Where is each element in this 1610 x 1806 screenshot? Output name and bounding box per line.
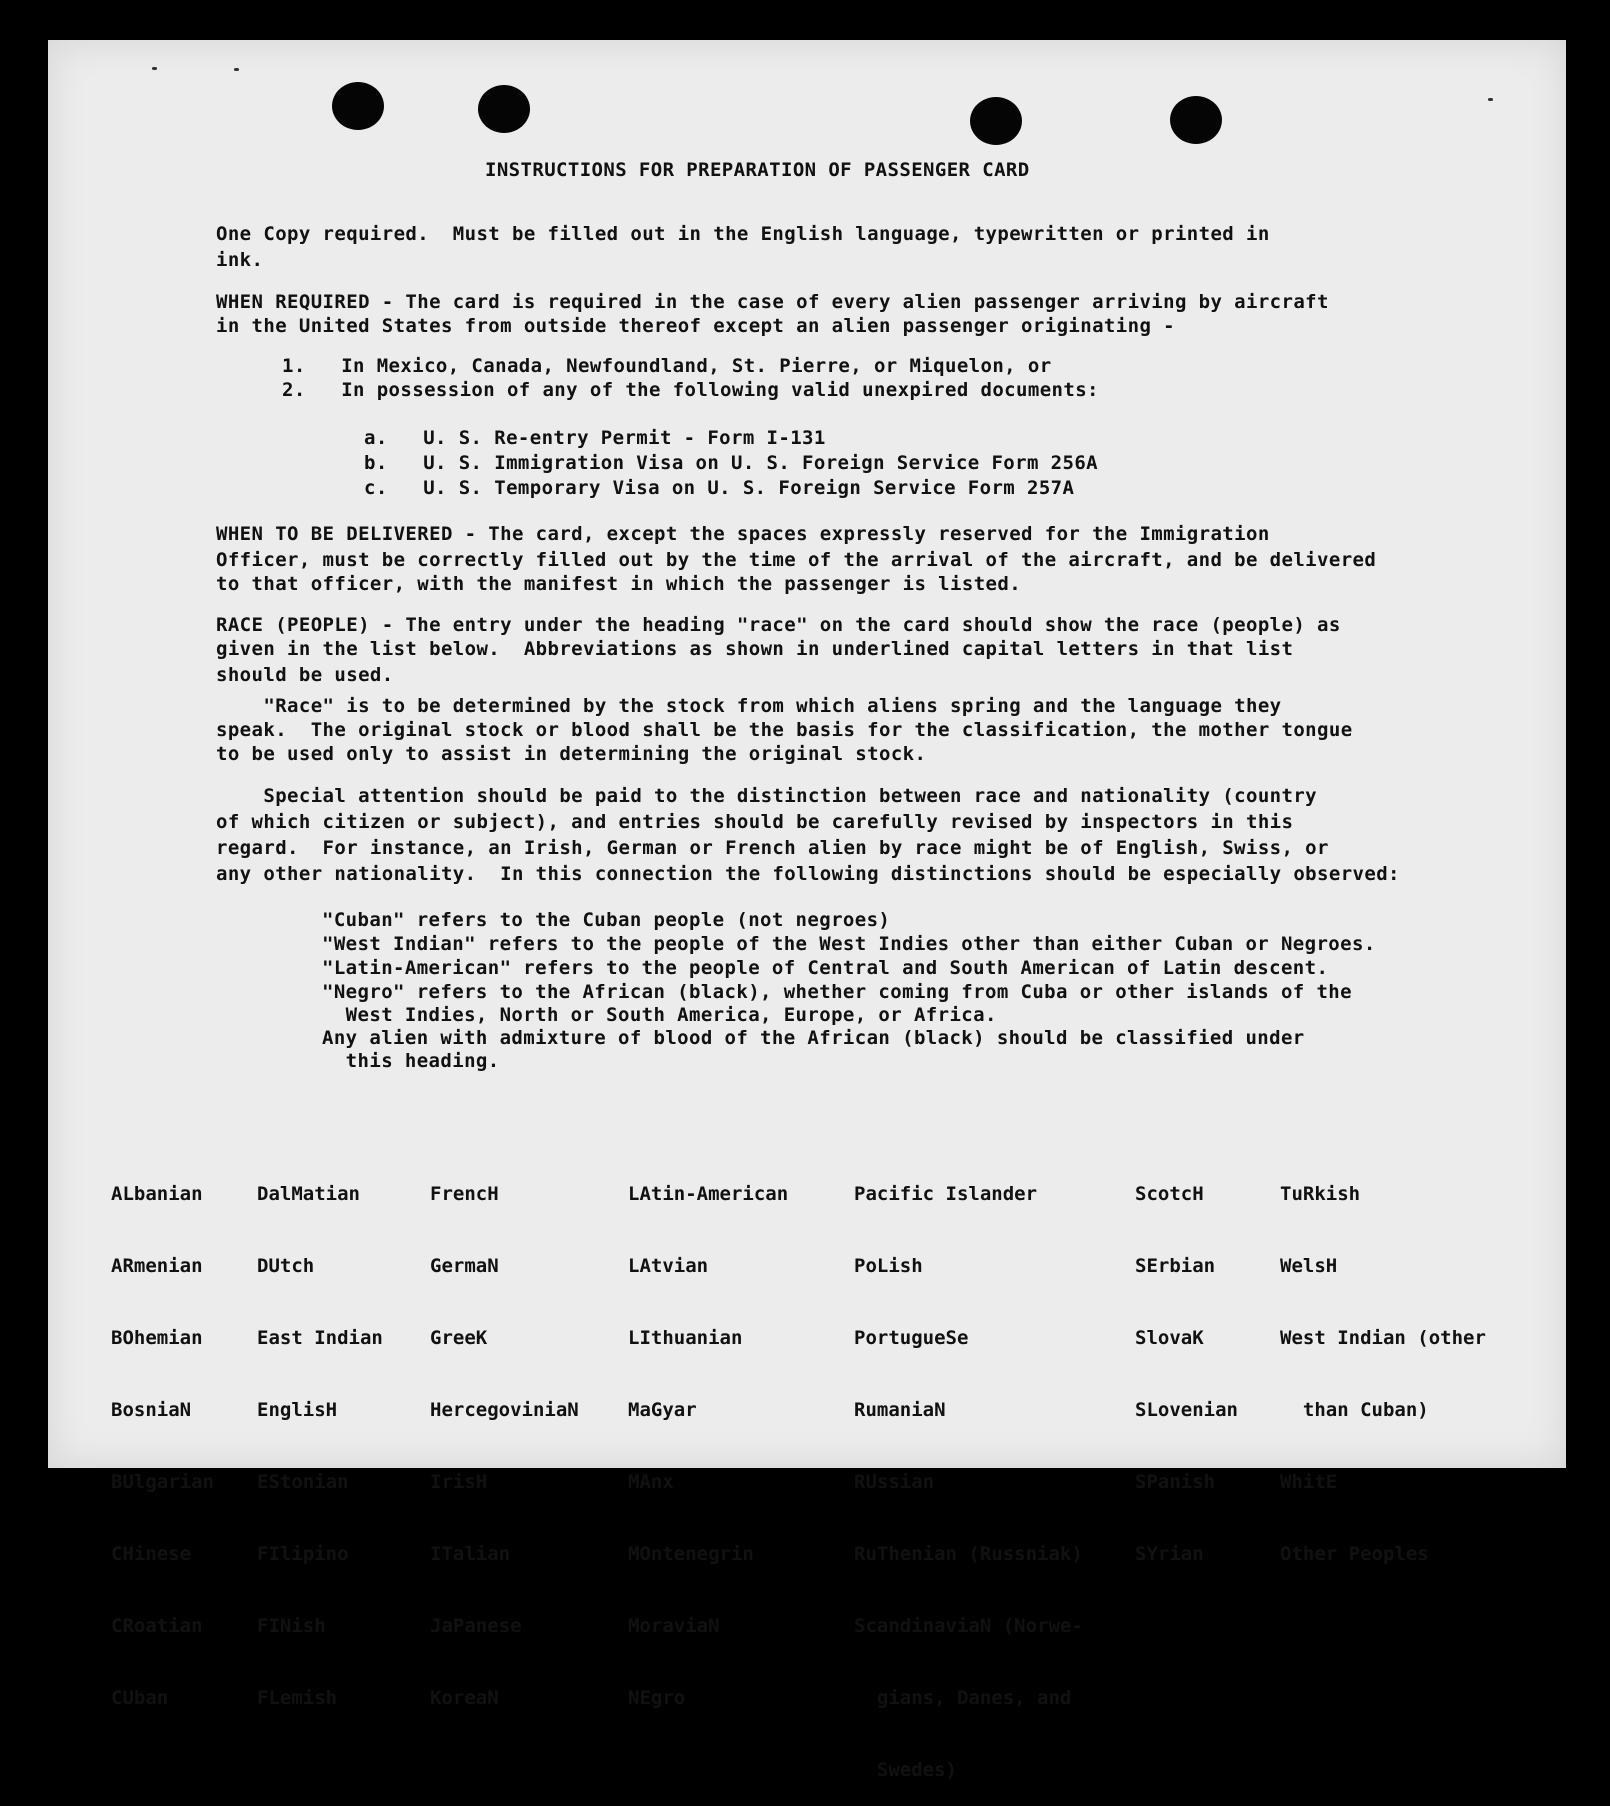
race-item: SLovenian xyxy=(1135,1399,1238,1421)
race-item: FrencH xyxy=(430,1183,499,1205)
race-item: GreeK xyxy=(430,1327,488,1349)
paragraph-line: WHEN REQUIRED - The card is required in the case of every alien passenger arriving by aircraft xyxy=(216,291,1329,313)
paragraph-line: WHEN TO BE DELIVERED - The card, except the spaces expressly reserved for the Immigration xyxy=(216,523,1270,545)
race-item: KoreaN xyxy=(430,1687,499,1709)
punch-hole xyxy=(970,97,1022,145)
race-item: CUban xyxy=(111,1687,169,1709)
distinction-line: "West Indian" refers to the people of the West Indies other than either Cuban or Negroes. xyxy=(322,933,1376,955)
race-list-column-3 xyxy=(430,1134,579,1734)
paragraph-line: speak. The original stock or blood shall be the basis for the classification, the mother tongue xyxy=(216,719,1353,741)
race-item: EnglisH xyxy=(257,1399,338,1421)
lettered-item: b. U. S. Immigration Visa on U. S. Foreign Service Form 256A xyxy=(364,452,1099,474)
paragraph-line: to be used only to assist in determining the original stock. xyxy=(216,743,927,765)
race-item: BosniaN xyxy=(111,1399,192,1421)
page-title: INSTRUCTIONS FOR PREPARATION OF PASSENGER CARD xyxy=(485,159,1030,181)
distinction-line: "Latin-American" refers to the people of Central and South American of Latin descent. xyxy=(322,957,1329,979)
race-item: Other Peoples xyxy=(1280,1543,1429,1565)
race-item: ALbanian xyxy=(111,1183,203,1205)
paragraph-line: Officer, must be correctly filled out by the time of the arrival of the aircraft, and be delivered xyxy=(216,549,1377,571)
race-item: ScandinaviaN (Norwe- xyxy=(854,1615,1083,1637)
race-item: West Indian (other xyxy=(1280,1327,1486,1349)
race-item: MOntenegrin xyxy=(628,1543,754,1565)
paragraph-line: to that officer, with the manifest in which the passenger is listed. xyxy=(216,573,1022,595)
race-item: LAtin-American xyxy=(628,1183,789,1205)
paragraph-line: of which citizen or subject), and entries should be carefully revised by inspectors in this xyxy=(216,811,1294,833)
race-item: JaPanese xyxy=(430,1615,522,1637)
paragraph-line: given in the list below. Abbreviations as shown in underlined capital letters in that list xyxy=(216,638,1294,660)
paragraph-line: "Race" is to be determined by the stock from which aliens spring and the language they xyxy=(216,695,1282,717)
race-list-column-4 xyxy=(628,1134,788,1734)
paragraph-line: RACE (PEOPLE) - The entry under the heading "race" on the card should show the race (people) as xyxy=(216,614,1341,636)
race-item: WelsH xyxy=(1280,1255,1338,1277)
numbered-item: 2. In possession of any of the following valid unexpired documents: xyxy=(282,379,1099,401)
race-item: SYrian xyxy=(1135,1543,1204,1565)
race-item: BOhemian xyxy=(111,1327,203,1349)
race-item: TuRkish xyxy=(1280,1183,1361,1205)
race-item: RumaniaN xyxy=(854,1399,946,1421)
race-item: BUlgarian xyxy=(111,1471,214,1493)
race-item: ITalian xyxy=(430,1543,511,1565)
race-item: FLemish xyxy=(257,1687,338,1709)
race-item: MoraviaN xyxy=(628,1615,720,1637)
race-item: CHinese xyxy=(111,1543,192,1565)
race-item: MaGyar xyxy=(628,1399,697,1421)
race-item: PoLish xyxy=(854,1255,923,1277)
race-list-column-2 xyxy=(257,1134,383,1734)
race-list-column-5 xyxy=(854,1134,1083,1806)
race-list-column-1 xyxy=(111,1134,214,1734)
speck xyxy=(152,67,157,70)
race-item: ScotcH xyxy=(1135,1183,1204,1205)
paragraph-line: any other nationality. In this connection the following distinctions should be especially observed: xyxy=(216,863,1400,885)
speck xyxy=(1488,98,1493,101)
lettered-item: c. U. S. Temporary Visa on U. S. Foreign Service Form 257A xyxy=(364,477,1075,499)
race-item: DUtch xyxy=(257,1255,315,1277)
race-item: ARmenian xyxy=(111,1255,203,1277)
punch-hole xyxy=(332,82,384,130)
numbered-item: 1. In Mexico, Canada, Newfoundland, St. Pierre, or Miquelon, or xyxy=(282,355,1052,377)
punch-hole xyxy=(478,85,530,133)
race-item: CRoatian xyxy=(111,1615,203,1637)
paragraph-line: should be used. xyxy=(216,664,394,686)
paragraph-line: Special attention should be paid to the distinction between race and nationality (country xyxy=(216,785,1318,807)
race-item: Swedes) xyxy=(854,1759,957,1781)
race-list-column-6 xyxy=(1135,1134,1238,1590)
race-item: MAnx xyxy=(628,1471,674,1493)
race-item: LIthuanian xyxy=(628,1327,743,1349)
paragraph-line: One Copy required. Must be filled out in the English language, typewritten or printed in xyxy=(216,223,1270,245)
race-item: NEgro xyxy=(628,1687,686,1709)
paragraph-line: ink. xyxy=(216,249,264,271)
paragraph-line: regard. For instance, an Irish, German or French alien by race might be of English, Swiss, or xyxy=(216,837,1329,859)
race-item: HercegoviniaN xyxy=(430,1399,579,1421)
paragraph-line: in the United States from outside thereof except an alien passenger originating - xyxy=(216,315,1175,337)
race-item: SErbian xyxy=(1135,1255,1216,1277)
distinction-line: "Cuban" refers to the Cuban people (not negroes) xyxy=(322,909,891,931)
race-item: FINish xyxy=(257,1615,326,1637)
race-item: EStonian xyxy=(257,1471,349,1493)
punch-hole xyxy=(1170,96,1222,144)
distinction-line: West Indies, North or South America, Europe, or Africa. xyxy=(322,1004,997,1026)
distinction-line: "Negro" refers to the African (black), whether coming from Cuba or other islands of the xyxy=(322,981,1352,1003)
race-list-column-7 xyxy=(1280,1134,1486,1590)
race-item: Pacific Islander xyxy=(854,1183,1038,1205)
race-item: WhitE xyxy=(1280,1471,1338,1493)
speck xyxy=(234,68,239,71)
distinction-line: Any alien with admixture of blood of the African (black) should be classified under xyxy=(322,1027,1305,1049)
race-item: FIlipino xyxy=(257,1543,349,1565)
race-item: RuThenian (Russniak) xyxy=(854,1543,1083,1565)
race-item: gians, Danes, and xyxy=(854,1687,1072,1709)
race-item: East Indian xyxy=(257,1327,383,1349)
distinction-line: this heading. xyxy=(322,1050,500,1072)
race-item: PortugueSe xyxy=(854,1327,969,1349)
race-item: than Cuban) xyxy=(1280,1399,1429,1421)
race-item: LAtvian xyxy=(628,1255,709,1277)
race-item: SlovaK xyxy=(1135,1327,1204,1349)
race-item: DalMatian xyxy=(257,1183,360,1205)
race-item: RUssian xyxy=(854,1471,935,1493)
race-item: SPanish xyxy=(1135,1471,1216,1493)
race-item: IrisH xyxy=(430,1471,488,1493)
lettered-item: a. U. S. Re-entry Permit - Form I-131 xyxy=(364,427,826,449)
race-item: GermaN xyxy=(430,1255,499,1277)
